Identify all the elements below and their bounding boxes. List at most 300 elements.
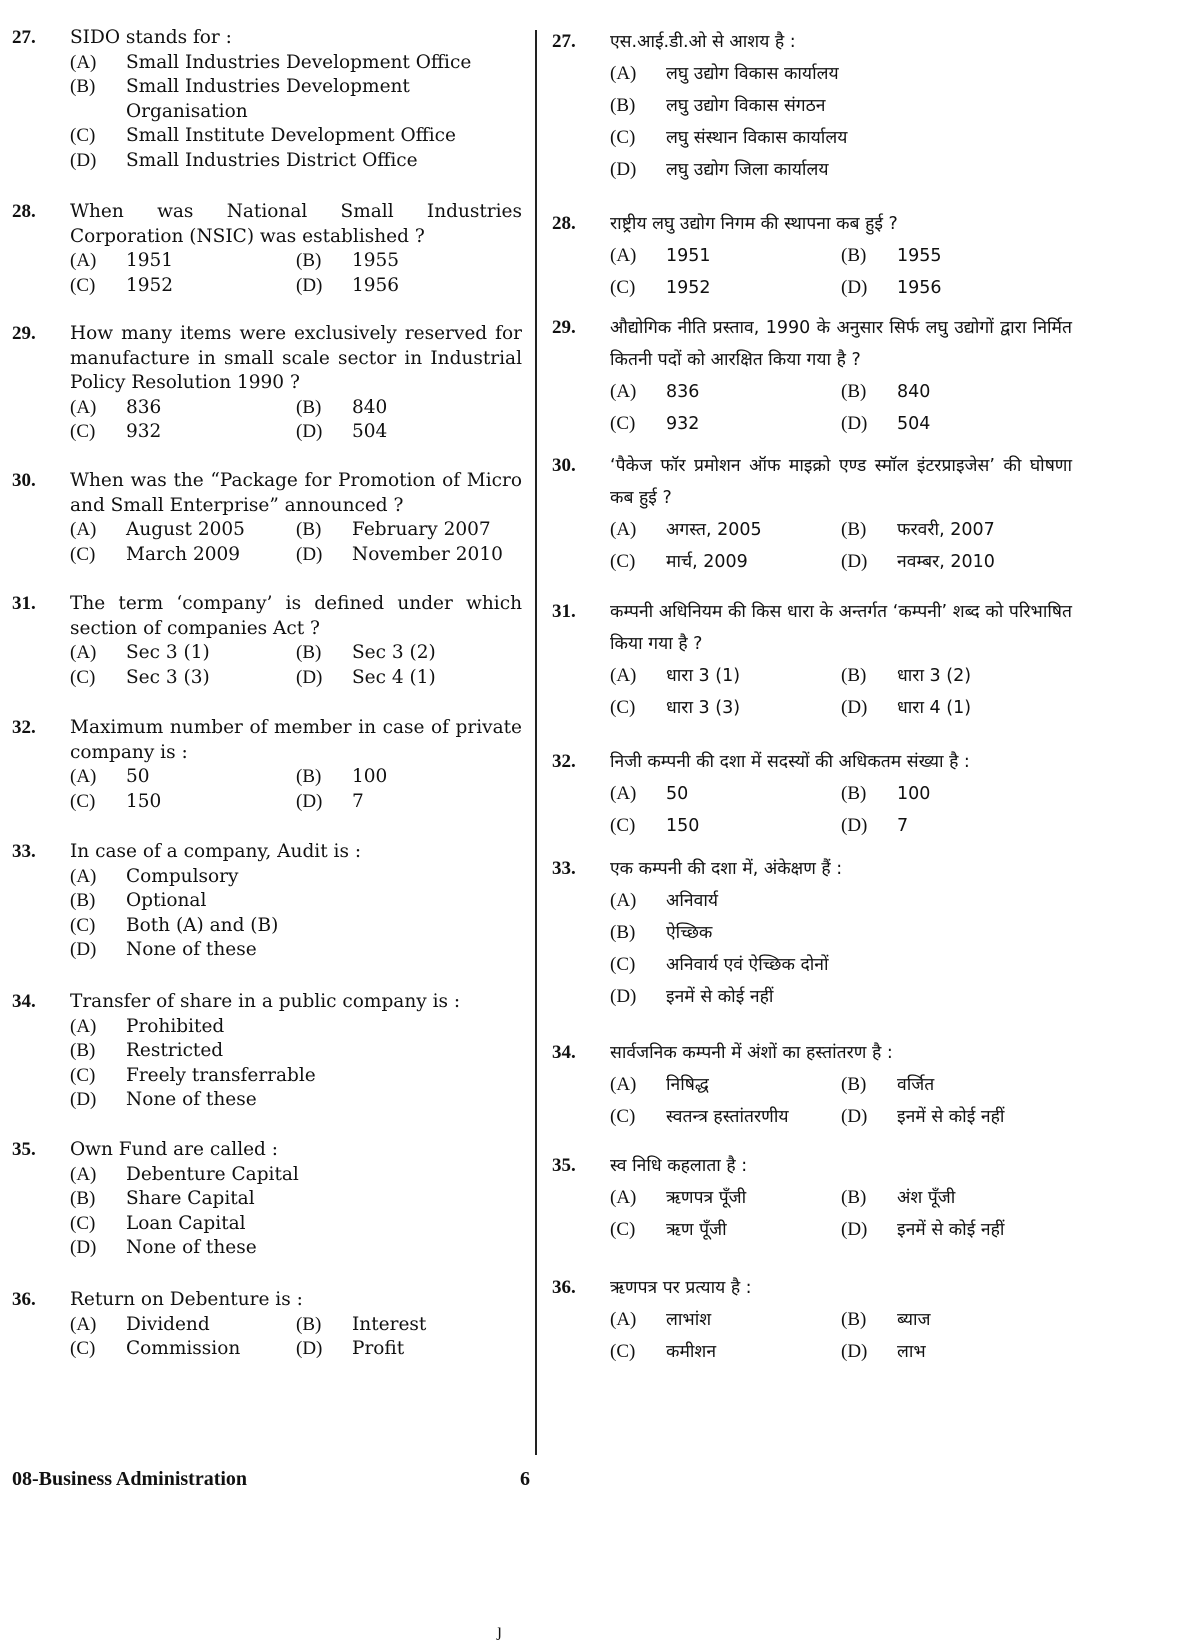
option-c [70,914,522,939]
option-c [610,546,841,578]
question-body [610,746,1072,842]
options [70,1313,522,1362]
options [70,396,522,445]
option-letter: (C) [70,421,96,442]
option-d [296,420,522,445]
option-d [841,810,1072,842]
option-c [610,692,841,724]
question-number: 32. [12,717,36,738]
page-number: 6 [520,1468,530,1490]
question-number: 33. [12,841,36,862]
option-text: Interest [352,1313,427,1335]
options [610,778,1072,842]
option-text: अनिवार्य एवं ऐच्छिक दोनों [666,955,829,975]
option-letter: (B) [841,1187,867,1208]
question-body [70,469,522,567]
option-letter: (A) [70,642,97,663]
option-a [610,376,841,408]
option-text: 150 [666,816,700,836]
option-b [296,641,522,666]
question-text: Return on Debenture is : [70,1289,303,1310]
option-c [610,810,841,842]
option-text: ब्याज [897,1310,931,1330]
question-29 [552,312,1072,440]
option-c [610,1336,841,1368]
option-b [296,518,522,543]
option-text: Optional [126,890,207,911]
question-30 [552,450,1072,578]
option-c [70,124,522,149]
option-letter: (C) [70,543,96,565]
option-text: 840 [352,396,388,418]
option-text: इनमें से कोई नहीं [897,1220,1005,1240]
question-31 [12,592,522,690]
option-text: धारा 4 (1) [897,698,972,718]
question-body [610,1037,1072,1133]
question-body [70,990,522,1113]
option-letter: (B) [841,381,867,402]
option-a [610,514,841,546]
option-text: March 2009 [126,543,241,565]
question-text: एक कम्पनी की दशा में, अंकेक्षण हैं : [610,859,843,879]
option-d [296,790,522,815]
question-number: 32. [552,751,576,772]
option-b [841,778,1072,810]
option-text: 1956 [352,274,400,296]
option-letter: (B) [70,890,96,911]
option-letter: (A) [70,51,97,73]
option-text: November 2010 [352,543,503,565]
options [610,58,1072,186]
question-body [610,596,1072,724]
option-text: 504 [897,414,931,434]
question-text: एस.आई.डी.ओ से आशय है : [610,32,796,52]
option-text: 1952 [666,278,711,298]
question-text: औद्योगिक नीति प्रस्ताव, 1990 के अनुसार सिर्फ लघु उद्योगों द्वारा निर्मित कितनी पदों को आरक्षित किया गया है ? [610,318,1072,370]
option-text: ऐच्छिक [666,923,713,943]
option-c [70,420,296,445]
option-letter: (C) [70,125,96,146]
option-letter: (D) [841,1106,868,1127]
option-a [70,396,296,421]
question-33 [12,840,522,963]
option-text: लघु उद्योग विकास संगठन [666,96,826,116]
question-27 [12,26,522,173]
option-a [610,58,1072,90]
options [70,865,522,963]
option-text: Sec 3 (2) [352,642,436,663]
option-letter: (D) [296,543,323,565]
option-a [610,1069,841,1101]
option-text: Share Capital [126,1188,255,1209]
option-text: 100 [352,766,388,787]
option-letter: (C) [610,697,636,718]
option-letter: (C) [70,1338,96,1359]
option-b [610,917,1072,949]
option-text: 504 [352,421,388,442]
option-text: Debenture Capital [126,1163,299,1185]
option-letter: (C) [70,914,96,936]
option-a [70,249,296,274]
question-27 [552,26,1072,186]
option-text: लाभ [897,1342,926,1362]
question-text: ऋणपत्र पर प्रत्याय है : [610,1278,752,1298]
option-letter: (C) [610,954,636,975]
question-number: 31. [12,593,36,614]
options [610,514,1072,578]
option-d [296,666,522,691]
question-body [70,1288,522,1362]
option-text: अनिवार्य [666,891,719,911]
option-d [70,1236,522,1261]
question-body [70,322,522,445]
options [70,765,522,814]
option-c [70,1212,522,1237]
option-d [841,546,1072,578]
option-d [610,154,1072,186]
question-number: 28. [552,213,576,234]
question-text: When was National Small Industries Corporation (NSIC) was established ? [70,201,522,247]
option-text: 50 [126,766,150,787]
question-text: सार्वजनिक कम्पनी में अंशों का हस्तांतरण है : [610,1043,893,1063]
option-text: 150 [126,790,162,812]
option-letter: (A) [610,519,637,540]
question-body [610,208,1072,304]
option-letter: (A) [70,766,97,787]
option-d [610,981,1072,1013]
question-29 [12,322,522,445]
option-text: Small Industries Development Office [126,51,472,73]
option-letter: (D) [841,277,868,298]
option-letter: (A) [70,1015,97,1037]
option-letter: (C) [610,1219,636,1240]
question-28 [12,200,522,298]
option-b [841,240,1072,272]
question-text: Maximum number of member in case of private company is : [70,717,522,763]
question-body [70,592,522,690]
option-d [841,1214,1072,1246]
question-30 [12,469,522,567]
option-text: 50 [666,784,689,804]
option-c [70,790,296,815]
option-b [296,1313,522,1338]
option-a [610,1304,841,1336]
question-34 [12,990,522,1113]
option-c [70,666,296,691]
option-c [70,543,296,568]
bottom-mark: ȷ [497,1620,503,1640]
option-text: 1951 [126,250,174,271]
option-text: धारा 3 (2) [897,666,972,686]
option-letter: (A) [70,1313,97,1335]
question-number: 34. [552,1042,576,1063]
option-text: धारा 3 (3) [666,698,741,718]
question-number: 33. [552,858,576,879]
option-text: 7 [352,790,364,812]
question-number: 35. [552,1155,576,1176]
option-letter: (D) [841,1341,868,1362]
option-letter: (B) [296,519,322,540]
option-text: लघु उद्योग जिला कार्यालय [666,160,829,180]
option-a [610,778,841,810]
question-number: 34. [12,991,36,1012]
option-c [70,1064,522,1089]
option-letter: (A) [610,890,637,911]
options [70,518,522,567]
option-letter: (C) [70,274,96,296]
question-text: निजी कम्पनी की दशा में सदस्यों की अधिकतम संख्या है : [610,752,970,772]
option-text: Sec 3 (1) [126,642,210,663]
option-text: अंश पूँजी [897,1188,956,1208]
option-b [296,396,522,421]
question-body [610,26,1072,186]
option-a [70,1163,522,1188]
question-text: When was the “Package for Promotion of Micro and Small Enterprise” announced ? [70,470,522,516]
option-d [841,408,1072,440]
question-33 [552,853,1072,1013]
option-letter: (A) [610,245,637,266]
option-text: 1955 [897,246,942,266]
question-body [610,1272,1072,1368]
question-number: 30. [12,470,36,491]
option-a [70,1313,296,1338]
option-letter: (B) [610,922,636,943]
option-letter: (C) [610,277,636,298]
option-text: लघु संस्थान विकास कार्यालय [666,128,848,148]
option-letter: (C) [610,1106,636,1127]
option-letter: (B) [296,642,322,663]
option-letter: (A) [610,381,637,402]
option-text: August 2005 [126,519,245,540]
question-body [610,450,1072,578]
option-letter: (A) [610,63,637,84]
option-letter: (C) [610,1341,636,1362]
option-text: None of these [126,1237,257,1258]
option-b [841,1069,1072,1101]
option-text: 1951 [666,246,711,266]
option-text: Prohibited [126,1015,225,1037]
option-text: 1952 [126,274,174,296]
option-text: Sec 4 (1) [352,666,436,688]
option-d [296,274,522,299]
option-text: Small Industries Development Organisation [126,76,410,122]
option-c [70,1337,296,1362]
option-text: 840 [897,382,931,402]
option-text: Compulsory [126,865,239,887]
question-number: 35. [12,1139,36,1160]
option-d [841,692,1072,724]
question-number: 27. [12,27,36,48]
option-a [610,885,1072,917]
option-b [610,90,1072,122]
option-text: इनमें से कोई नहीं [666,987,774,1007]
option-letter: (B) [70,1188,96,1209]
option-c [610,408,841,440]
option-letter: (A) [610,665,637,686]
option-letter: (D) [296,790,323,812]
option-c [610,272,841,304]
option-letter: (D) [841,815,868,836]
option-text: Sec 3 (3) [126,666,210,688]
option-a [70,641,296,666]
option-text: मार्च, 2009 [666,552,748,572]
option-text: स्वतन्त्र हस्तांतरणीय [666,1107,789,1127]
option-letter: (B) [296,766,322,787]
option-letter: (C) [70,790,96,812]
option-letter: (D) [841,1219,868,1240]
option-c [610,949,1072,981]
question-35 [552,1150,1072,1246]
option-letter: (B) [70,1040,96,1061]
option-b [70,1187,522,1212]
option-d [841,1336,1072,1368]
option-d [70,938,522,963]
option-text: None of these [126,939,257,960]
option-text: Commission [126,1338,241,1359]
option-text: Small Industries District Office [126,149,418,171]
question-text: स्व निधि कहलाता है : [610,1156,748,1176]
option-letter: (D) [610,159,637,180]
option-letter: (C) [70,1212,96,1234]
question-28 [552,208,1072,304]
option-letter: (A) [70,519,97,540]
option-text: 932 [126,421,162,442]
option-text: लघु उद्योग विकास कार्यालय [666,64,839,84]
option-b [841,1304,1072,1336]
option-letter: (D) [841,551,868,572]
question-number: 36. [12,1289,36,1310]
question-text: ‘पैकेज फॉर प्रमोशन ऑफ माइक्रो एण्ड स्मॉल इंटरप्राइजेस’ की घोषणा कब हुई ? [610,456,1072,508]
option-text: None of these [126,1089,257,1110]
option-letter: (A) [610,1074,637,1095]
option-text: अगस्त, 2005 [666,520,762,540]
option-d [70,149,522,174]
option-letter: (B) [841,519,867,540]
question-body [610,853,1072,1013]
question-36 [552,1272,1072,1368]
option-letter: (D) [296,1338,323,1359]
option-letter: (D) [296,274,323,296]
option-b [70,889,522,914]
option-a [610,240,841,272]
option-text: ऋणपत्र पूँजी [666,1188,747,1208]
question-31 [552,596,1072,724]
option-b [296,249,522,274]
option-text: 836 [126,396,162,418]
option-text: Both (A) and (B) [126,914,279,936]
option-letter: (B) [841,783,867,804]
option-a [610,660,841,692]
option-text: Restricted [126,1040,224,1061]
option-b [841,660,1072,692]
option-b [70,1039,522,1064]
option-letter: (D) [70,939,97,960]
question-text: राष्ट्रीय लघु उद्योग निगम की स्थापना कब हुई ? [610,214,898,234]
option-text: नवम्बर, 2010 [897,552,995,572]
options [610,660,1072,724]
option-c [610,1101,841,1133]
question-body [70,26,522,173]
option-letter: (D) [70,1237,97,1258]
option-b [70,75,522,124]
option-text: फरवरी, 2007 [897,520,995,540]
option-letter: (C) [70,1064,96,1086]
option-b [841,514,1072,546]
option-a [70,865,522,890]
option-text: कमीशन [666,1342,717,1362]
question-body [70,716,522,814]
option-letter: (B) [841,665,867,686]
question-text: SIDO stands for : [70,27,232,48]
option-d [841,1101,1072,1133]
option-c [70,274,296,299]
question-number: 36. [552,1277,576,1298]
option-a [70,1015,522,1040]
options [70,1163,522,1261]
question-text: Transfer of share in a public company is : [70,991,461,1012]
options [610,376,1072,440]
option-d [296,1337,522,1362]
option-d [841,272,1072,304]
option-text: Profit [352,1338,405,1359]
options [610,240,1072,304]
option-text: निषिद्ध [666,1075,709,1095]
option-text: वर्जित [897,1075,935,1095]
option-letter: (B) [296,396,322,418]
option-letter: (B) [296,250,322,271]
option-b [841,376,1072,408]
option-c [610,122,1072,154]
option-letter: (A) [70,865,97,887]
option-text: 932 [666,414,700,434]
option-text: Loan Capital [126,1212,246,1234]
question-body [70,840,522,963]
option-letter: (D) [841,697,868,718]
question-number: 28. [12,201,36,222]
option-b [296,765,522,790]
question-body [70,1138,522,1261]
option-text: 7 [897,816,909,836]
options [70,249,522,298]
options [70,641,522,690]
option-text: धारा 3 (1) [666,666,741,686]
footer-subject: 08-Business Administration [12,1468,248,1490]
option-letter: (B) [70,76,96,97]
option-text: 836 [666,382,700,402]
options [610,1069,1072,1133]
question-34 [552,1037,1072,1133]
option-letter: (B) [610,95,636,116]
option-letter: (A) [610,783,637,804]
option-letter: (A) [70,1163,97,1185]
option-b [841,1182,1072,1214]
option-text: Small Institute Development Office [126,125,456,146]
option-letter: (D) [841,413,868,434]
question-text: In case of a company, Audit is : [70,841,362,862]
option-letter: (D) [296,421,323,442]
option-a [70,518,296,543]
option-letter: (A) [70,396,97,418]
question-number: 31. [552,601,576,622]
option-text: Freely transferrable [126,1064,316,1086]
option-letter: (D) [70,149,97,171]
question-number: 27. [552,31,576,52]
option-letter: (A) [70,250,97,271]
option-letter: (C) [610,815,636,836]
option-letter: (D) [610,986,637,1007]
option-text: February 2007 [352,519,491,540]
question-text: कम्पनी अधिनियम की किस धारा के अन्तर्गत ‘कम्पनी’ शब्द को परिभाषित किया गया है ? [610,602,1072,654]
